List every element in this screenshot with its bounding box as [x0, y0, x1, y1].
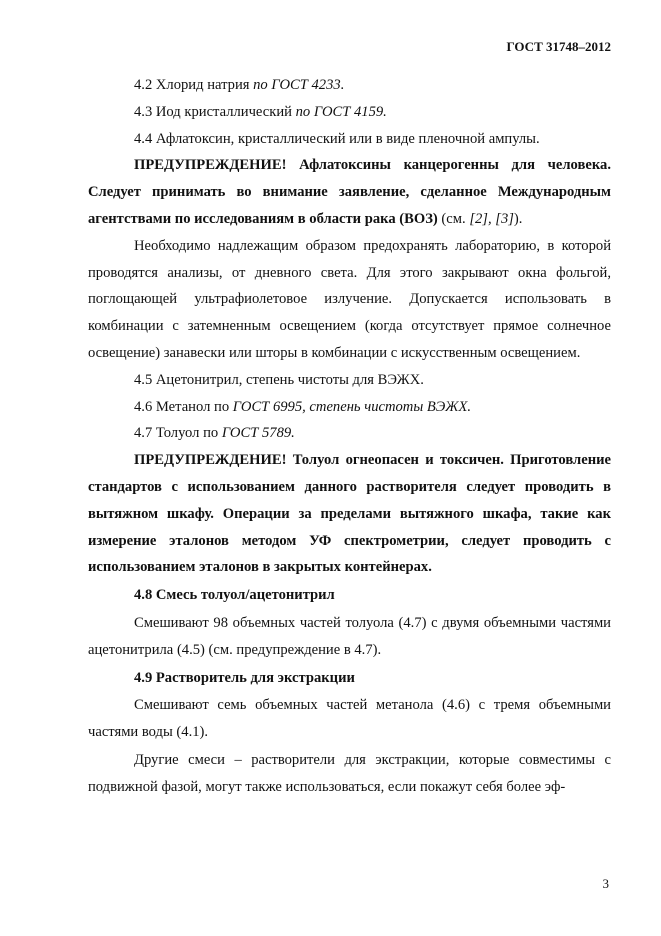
warning-aflatoxin [88, 152, 611, 232]
section-4-9-body2: Другие смеси – растворители для экстракции, которые совместимы с подвижной фазой, могут также использоваться, если покажут себя более эф- [88, 751, 611, 795]
section-4-9-title: 4.9 Растворитель для экстракции [134, 669, 355, 686]
item-4-3 [88, 99, 611, 126]
item-4-6 [88, 394, 611, 421]
item-4-2-text: 4.2 Хлорид натрия [134, 77, 254, 93]
section-4-9-body1: Смешивают семь объемных частей метанола (4.6) с тремя объемными частями воды (4.1). [88, 697, 611, 741]
document-body [88, 72, 611, 801]
item-4-7-text: 4.7 Толуол по [134, 425, 222, 442]
item-4-5 [88, 367, 611, 394]
item-4-3-text: 4.3 Иод кристаллический [134, 103, 296, 120]
warning-aflatoxin-end: ). [513, 210, 523, 227]
page-number: 3 [602, 876, 609, 891]
item-4-4-text: 4.4 Афлатоксин, кристаллический или в виде пленочной ампулы. [134, 130, 540, 147]
item-4-4 [88, 126, 611, 153]
item-4-2 [88, 72, 611, 99]
warning-aflatoxin-tail: (см. [437, 210, 470, 227]
section-4-8-title: 4.8 Смесь толуол/ацетонитрил [134, 587, 335, 604]
warning-aflatoxin-refs: [2], [3] [469, 210, 514, 227]
warning-toluene: ПРЕДУПРЕЖДЕНИЕ! Толуол огнеопасен и токсичен. Приготовление стандартов с использованием данного растворителя следует проводить в вытяжном шкафу. Операции за пределами вытяжного шкафа, такие как измерение эталонов методом УФ спектрометрии, следует проводить с использованием эталонов в закрытых контейнерах. [88, 452, 611, 576]
document-header: ГОСТ 31748–2012 [506, 39, 611, 54]
item-4-2-ref: по ГОСТ 4233. [253, 77, 345, 93]
warning-aflatoxin-bold: ПРЕДУПРЕЖДЕНИЕ! Афлатоксины канцерогенны для человека. Следует принимать во внимание заявление, сделанное Международным агентствами по исследованиям в области рака (ВОЗ) [88, 157, 611, 227]
item-4-6-text: 4.6 Метанол по [134, 398, 233, 415]
item-4-7-ref: ГОСТ 5789. [221, 425, 295, 442]
item-4-3-ref: по ГОСТ 4159. [295, 103, 387, 120]
light-protection-paragraph: Необходимо надлежащим образом предохранять лабораторию, в которой проводятся анализы, от дневного света. Для этого закрывают окна фольгой, поглощающей ультрафиолетовое излучение. Допускается использовать в комбинации с затемненным освещением (когда отсутствует прямое солнечное освещение) занавески или шторы в комбинации с искусственным освещением. [88, 237, 611, 361]
section-4-8-body: Смешивают 98 объемных частей толуола (4.7) с двумя объемными частями ацетонитрила (4.5) (см. предупреждение в 4.7). [88, 614, 611, 658]
item-4-5-text: 4.5 Ацетонитрил, степень чистоты для ВЭЖХ. [134, 371, 424, 388]
item-4-7 [88, 420, 611, 447]
item-4-6-ref: ГОСТ 6995, степень чистоты ВЭЖХ. [232, 398, 472, 415]
